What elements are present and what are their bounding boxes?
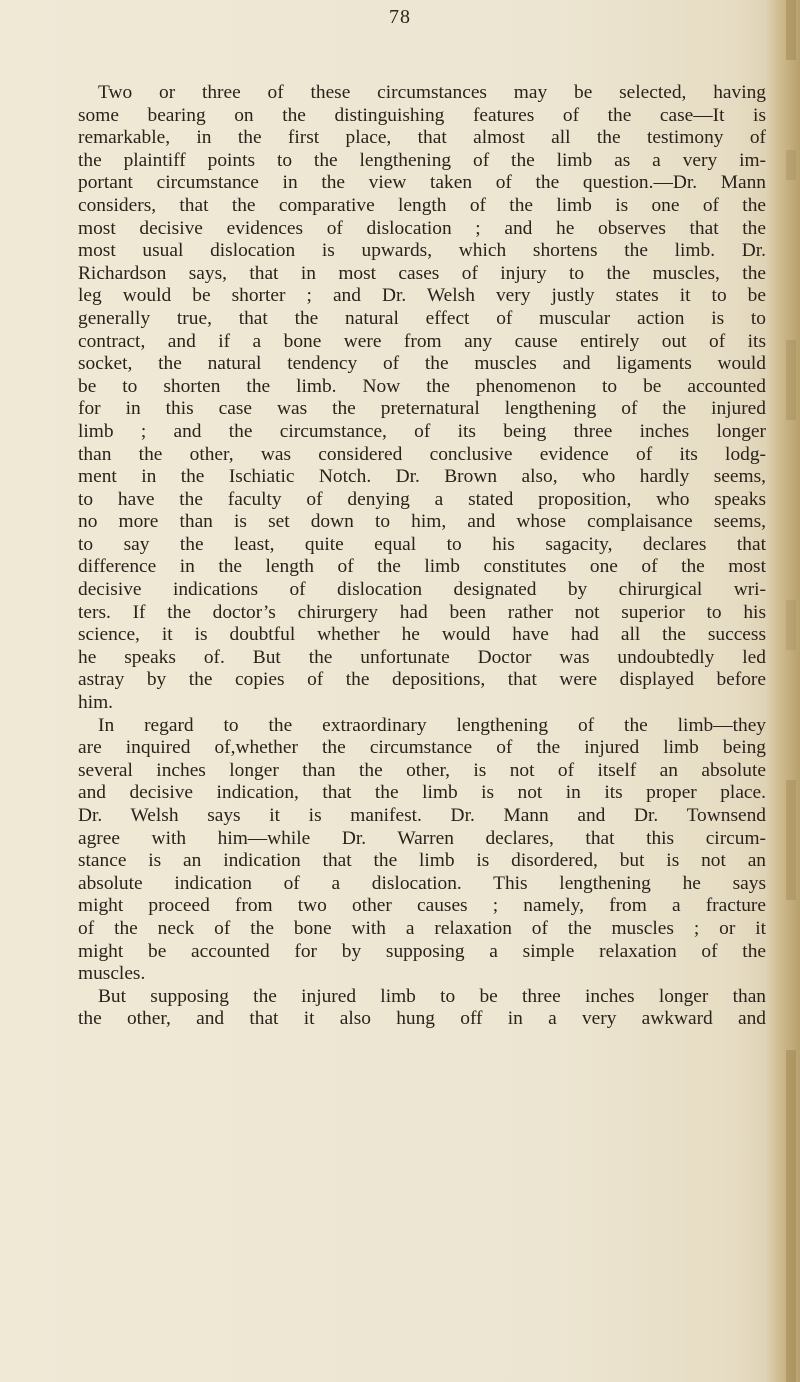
- text-line: limb ; and the circumstance, of its being three inches longer: [78, 420, 766, 442]
- text-line: some bearing on the distinguishing features of the case—It is: [78, 104, 766, 126]
- text-line: might be accounted for by supposing a simple relaxation of the: [78, 940, 766, 962]
- text-line: the plaintiff points to the lengthening of the limb as a very im-: [78, 149, 766, 171]
- page-number: 78: [389, 6, 411, 28]
- text-line: most decisive evidences of dislocation ; and he observes that the: [78, 217, 766, 239]
- text-line: of the neck of the bone with a relaxation of the muscles ; or it: [78, 917, 766, 939]
- text-line: to say the least, quite equal to his sagacity, declares that: [78, 533, 766, 555]
- body-text: [78, 82, 766, 1031]
- text-line: might proceed from two other causes ; namely, from a fracture: [78, 895, 766, 917]
- text-line: portant circumstance in the view taken of the question.—Dr. Mann: [78, 172, 766, 194]
- text-line: Richardson says, that in most cases of injury to the muscles, the: [78, 262, 766, 284]
- text-line: the other, and that it also hung off in a very awkward and: [78, 1008, 766, 1030]
- text-line: be to shorten the limb. Now the phenomenon to be accounted: [78, 375, 766, 397]
- text-line: several inches longer than the other, is not of itself an absolute: [78, 759, 766, 781]
- text-line: Dr. Welsh says it is manifest. Dr. Mann and Dr. Townsend: [78, 805, 766, 826]
- text-line: no more than is set down to him, and whose complaisance seems,: [78, 511, 766, 533]
- text-line: stance is an indication that the limb is disordered, but is not an: [78, 850, 766, 872]
- text-line: for in this case was the preternatural lengthening of the injured: [78, 398, 766, 420]
- text-line: generally true, that the natural effect of muscular action is to: [78, 307, 766, 329]
- text-line: agree with him—while Dr. Warren declares, that this circum-: [78, 827, 766, 849]
- text-line: difference in the length of the limb constitutes one of the most: [78, 556, 766, 578]
- text-line: to have the faculty of denying a stated proposition, who speaks: [78, 488, 766, 510]
- text-line: Two or three of these circumstances may be selected, having: [98, 82, 766, 103]
- text-line: most usual dislocation is upwards, which shortens the limb. Dr.: [78, 240, 766, 262]
- text-line: and decisive indication, that the limb is not in its proper place.: [78, 782, 766, 804]
- text-line: But supposing the injured limb to be three inches longer than: [98, 985, 766, 1007]
- text-line: decisive indications of dislocation designated by chirurgical wri-: [78, 579, 766, 601]
- text-line: he speaks of. But the unfortunate Doctor was undoubtedly led: [78, 646, 766, 668]
- text-line: ment in the Ischiatic Notch. Dr. Brown also, who hardly seems,: [78, 466, 766, 488]
- text-line: science, it is doubtful whether he would have had all the success: [78, 624, 766, 646]
- text-line: absolute indication of a dislocation. This lengthening he says: [78, 872, 766, 894]
- text-line: contract, and if a bone were from any cause entirely out of its: [78, 330, 766, 352]
- text-line: muscles.: [78, 963, 146, 985]
- text-line: remarkable, in the first place, that almost all the testimony of: [78, 127, 766, 149]
- text-line: In regard to the extraordinary lengthening of the limb—they: [98, 714, 766, 736]
- text-line: are inquired of,whether the circumstance of the injured limb being: [78, 737, 766, 759]
- text-line: ters. If the doctor’s chirurgery had been rather not superior to his: [78, 601, 766, 623]
- page-edge-shadow: [766, 0, 800, 1382]
- text-line: astray by the copies of the depositions, that were displayed before: [78, 669, 766, 691]
- text-line: considers, that the comparative length of the limb is one of the: [78, 194, 766, 216]
- text-line: socket, the natural tendency of the muscles and ligaments would: [78, 353, 766, 375]
- text-line: him.: [78, 692, 114, 714]
- text-line: leg would be shorter ; and Dr. Welsh very justly states it to be: [78, 285, 766, 307]
- text-line: than the other, was considered conclusive evidence of its lodg-: [78, 443, 766, 465]
